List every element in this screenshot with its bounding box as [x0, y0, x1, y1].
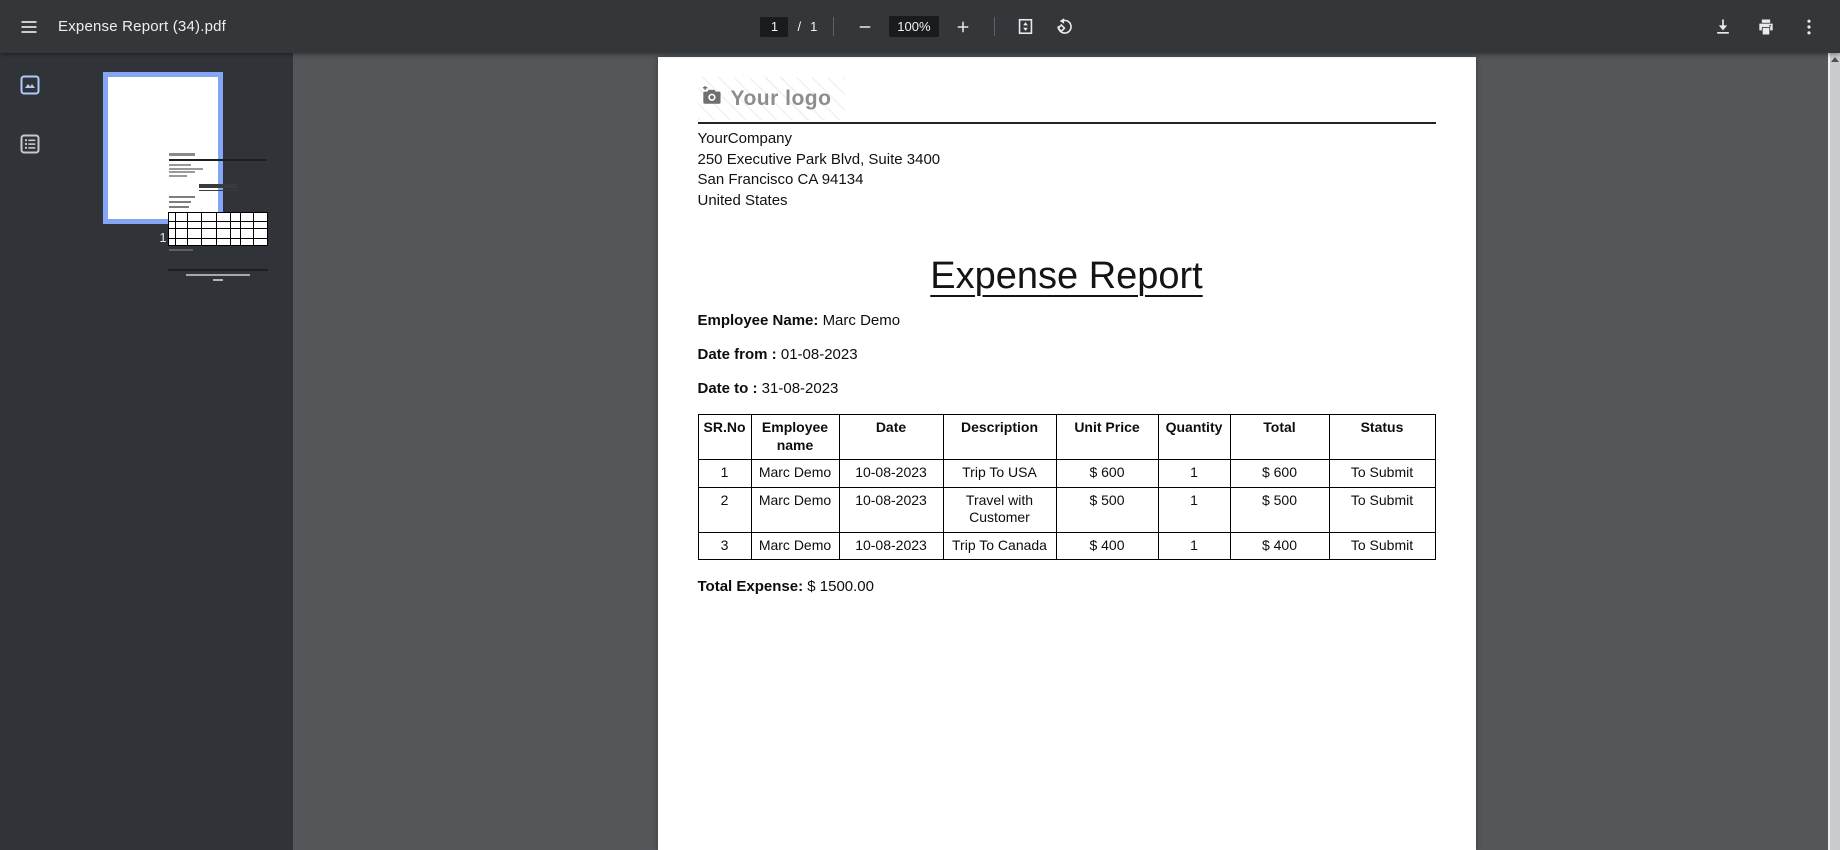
- column-header: Quantity: [1158, 415, 1230, 460]
- column-header: Description: [943, 415, 1056, 460]
- cell-description: Travel with Customer: [943, 487, 1056, 532]
- cell-date: 10-08-2023: [839, 532, 943, 560]
- page-number-input[interactable]: [760, 17, 788, 37]
- company-header: [698, 77, 1436, 124]
- rotate-counterclockwise-icon: [1055, 17, 1074, 36]
- logo-placeholder: [698, 77, 846, 120]
- thumbnail-page-number: 1: [159, 230, 167, 245]
- column-header: SR.No: [698, 415, 751, 460]
- download-button[interactable]: [1708, 12, 1738, 42]
- page-thumbnail[interactable]: [103, 72, 223, 224]
- scroll-up-arrow-icon[interactable]: [1831, 57, 1839, 62]
- column-header: Date: [839, 415, 943, 460]
- cell-description: Trip To Canada: [943, 532, 1056, 560]
- toolbar-separator: [833, 17, 834, 36]
- table-row: [698, 532, 1435, 560]
- print-icon: [1756, 17, 1776, 37]
- cell-unit-price: $ 500: [1056, 487, 1158, 532]
- cell-employee: Marc Demo: [751, 532, 839, 560]
- cell-unit-price: $ 600: [1056, 460, 1158, 488]
- cell-description: Trip To USA: [943, 460, 1056, 488]
- fit-to-page-icon: [1016, 17, 1035, 36]
- cell-total: $ 400: [1230, 532, 1329, 560]
- menu-button[interactable]: [14, 12, 44, 42]
- thumbnail-sidebar: [0, 53, 293, 850]
- date-to-field: Date to : 31-08-2023: [697, 380, 839, 397]
- thumbnails-view-button[interactable]: [15, 71, 45, 101]
- report-fields: [698, 312, 1436, 398]
- company-name: YourCompany: [697, 130, 793, 147]
- viewer-content: [0, 53, 1840, 850]
- cell-total: $ 600: [1230, 460, 1329, 488]
- fit-to-page-button[interactable]: [1011, 12, 1041, 42]
- plus-icon: [954, 18, 972, 36]
- company-city: San Francisco CA 94134: [697, 171, 864, 188]
- cell-date: 10-08-2023: [839, 487, 943, 532]
- cell-status: To Submit: [1329, 532, 1435, 560]
- cell-srno: 1: [698, 460, 751, 488]
- cell-status: To Submit: [1329, 460, 1435, 488]
- more-vertical-icon: [1799, 17, 1819, 37]
- column-header: Status: [1329, 415, 1435, 460]
- pdf-page: [658, 57, 1476, 850]
- thumbnails-view-icon: [18, 73, 42, 100]
- page-divider: /: [797, 19, 802, 34]
- rotate-counterclockwise-button[interactable]: [1050, 12, 1080, 42]
- column-header: Unit Price: [1056, 415, 1158, 460]
- logo-text: Your logo: [730, 86, 832, 110]
- total-expense: Total Expense: $ 1500.00: [697, 578, 874, 595]
- cell-employee: Marc Demo: [751, 460, 839, 488]
- document-outline-icon: [18, 132, 42, 159]
- column-header: Total: [1230, 415, 1329, 460]
- zoom-level-display[interactable]: 100%: [889, 16, 938, 37]
- table-row: [698, 460, 1435, 488]
- vertical-scrollbar[interactable]: [1828, 53, 1840, 850]
- document-outline-button[interactable]: [15, 130, 45, 160]
- download-icon: [1713, 17, 1733, 37]
- cell-date: 10-08-2023: [839, 460, 943, 488]
- more-options-button[interactable]: [1794, 12, 1824, 42]
- cell-quantity: 1: [1158, 532, 1230, 560]
- cell-srno: 2: [698, 487, 751, 532]
- company-country: United States: [697, 191, 788, 209]
- document-title: Expense Report (34).pdf: [58, 18, 227, 35]
- print-button[interactable]: [1751, 12, 1781, 42]
- cell-unit-price: $ 400: [1056, 532, 1158, 560]
- table-header-row: [698, 415, 1435, 460]
- expense-table: [698, 414, 1436, 560]
- zoom-in-button[interactable]: [948, 12, 978, 42]
- menu-icon: [19, 17, 39, 37]
- report-title: Expense Report: [930, 255, 1203, 297]
- cell-employee: Marc Demo: [751, 487, 839, 532]
- toolbar-separator: [994, 17, 995, 36]
- cell-srno: 3: [698, 532, 751, 560]
- pdf-toolbar: [0, 0, 1840, 53]
- page-count: 1: [810, 19, 818, 34]
- cell-quantity: 1: [1158, 487, 1230, 532]
- minus-icon: [856, 18, 874, 36]
- camera-logo-placeholder-icon: [701, 86, 722, 111]
- cell-status: To Submit: [1329, 487, 1435, 532]
- employee-name-field: Employee Name: Marc Demo: [697, 312, 901, 329]
- cell-total: $ 500: [1230, 487, 1329, 532]
- date-from-field: Date from : 01-08-2023: [697, 346, 858, 363]
- zoom-out-button[interactable]: [850, 12, 880, 42]
- company-street: 250 Executive Park Blvd, Suite 3400: [697, 150, 941, 168]
- column-header: Employee name: [751, 415, 839, 460]
- cell-quantity: 1: [1158, 460, 1230, 488]
- table-row: [698, 487, 1435, 532]
- company-address: [698, 129, 1436, 211]
- document-viewport: [293, 53, 1840, 850]
